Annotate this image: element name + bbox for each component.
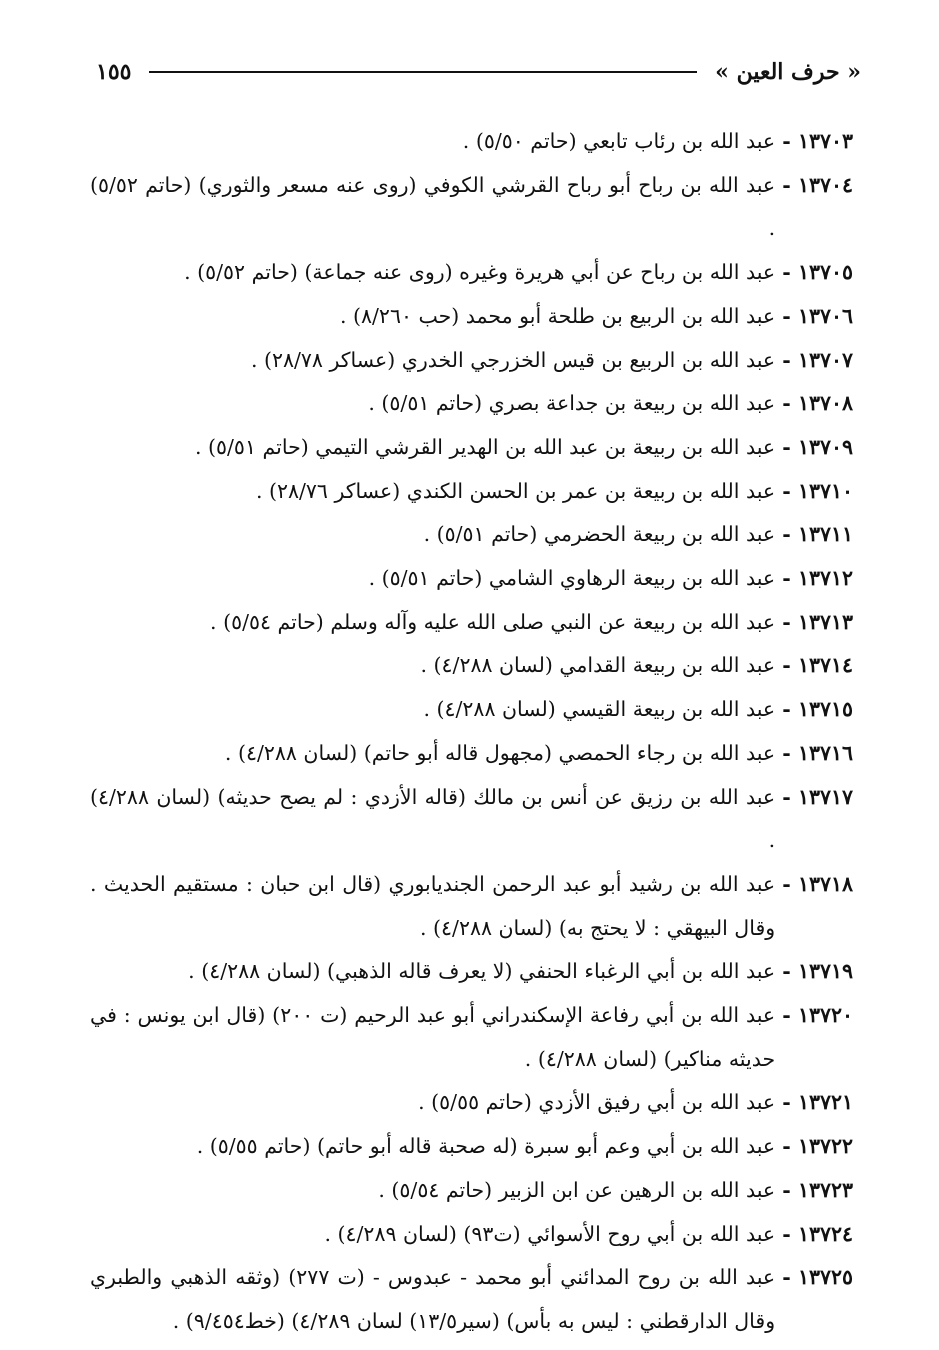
entry-dash: - [775,1003,798,1028]
entry-row [90,1256,853,1343]
chapter-title: « حرف العين » [715,59,861,85]
entry-number: ١٣٧١٤ [797,653,853,678]
entry-text: عبد الله بن رباح عن أبي هريرة وغيره (روى عنه جماعة) (حاتم ٥/٥٢) . [184,260,776,285]
entry-text: عبد الله بن ربيعة بن عبد الله بن الهدير القرشي التيمي (حاتم ٥/٥١) . [194,434,776,459]
entry-dash: - [775,391,798,416]
entry-row [90,601,853,645]
entry-row [90,295,853,339]
entry-number: ١٣٧٢٢ [797,1134,853,1159]
header-rule [149,71,697,73]
entry-row [90,1081,853,1125]
entry-number: ١٣٧١٩ [797,959,853,984]
entry-text: عبد الله بن الرهين عن ابن الزبير (حاتم ٥/٥٤) . [378,1177,776,1202]
entry-dash: - [775,653,798,678]
entry-row [90,470,853,514]
entry-row [90,776,853,863]
entry-text: عبد الله بن ربيعة عن النبي صلى الله عليه وآله وسلم (حاتم ٥/٥٤) . [210,609,776,634]
entry-text: عبد الله بن أبي رفيق الأزدي (حاتم ٥/٥٥) . [418,1090,776,1115]
entry-text: عبد الله بن ربيعة الحضرمي (حاتم ٥/٥١) . [423,522,776,547]
entry-text: عبد الله بن أبي وعم أبو سبرة (له صحبة قاله أبو حاتم) (حاتم ٥/٥٥) . [196,1134,776,1159]
entry-row [90,688,853,732]
entry-row [90,994,853,1081]
entry-number: ١٣٧٠٥ [797,260,853,285]
entry-text: عبد الله بن الربيع بن طلحة أبو محمد (حب ٨/٢٦٠) . [339,303,776,328]
entry-row [90,120,853,164]
entry-number: ١٣٧١٠ [797,478,853,503]
entry-dash: - [775,522,798,547]
entry-text: عبد الله بن أبي الرغباء الحنفي (لا يعرف قاله الذهبي) (لسان ٤/٢٨٨) . [188,959,776,984]
entry-text: عبد الله بن ربيعة القيسي (لسان ٤/٢٨٨) . [423,697,776,722]
entry-text: عبد الله بن رجاء الحمصي (مجهول قاله أبو حاتم) (لسان ٤/٢٨٨) . [224,740,776,765]
entry-number: ١٣٧١٧ [797,784,853,809]
entry-dash: - [775,260,798,285]
entry-row [90,1125,853,1169]
entry-dash: - [775,434,798,459]
entry-dash: - [775,303,798,328]
entry-text: عبد الله بن ربيعة بن جداعة بصري (حاتم ٥/٥١) . [368,391,776,416]
entry-text: عبد الله بن أبي روح الأسوائي (ت٩٣) (لسان ٤/٢٨٩) . [324,1221,776,1246]
entry-row [90,863,853,950]
entry-dash: - [775,609,798,634]
entry-dash: - [775,1134,798,1159]
entry-number: ١٣٧١٥ [797,697,853,722]
entry-dash: - [775,784,798,809]
entry-dash: - [775,129,798,153]
entry-number: ١٣٧٠٦ [797,303,853,328]
entry-row [90,382,853,426]
entry-number: ١٣٧١٣ [797,609,853,634]
entry-row [90,557,853,601]
entry-dash: - [775,740,798,765]
entry-number: ١٣٧٠٣ [797,129,853,153]
entry-text: عبد الله بن ربيعة القدامي (لسان ٤/٢٨٨) . [420,653,776,678]
entry-text: عبد الله بن رباح أبو رباح القرشي الكوفي (روى عنه مسعر والثوري) (حاتم ٥/٥٢) . [90,172,776,241]
entry-dash: - [775,1090,798,1115]
entry-dash: - [775,697,798,722]
entry-text: عبد الله بن ربيعة الرهاوي الشامي (حاتم ٥/٥١) . [368,566,776,591]
entry-text: عبد الله بن رئاب تابعي (حاتم ٥/٥٠) . [462,129,776,153]
entry-dash: - [775,347,798,372]
entry-dash: - [775,1265,798,1290]
entry-row [90,426,853,470]
entry-row [90,644,853,688]
entry-row [90,513,853,557]
entry-number: ١٣٧١٦ [797,740,853,765]
entry-row [90,339,853,383]
entry-row [90,251,853,295]
entry-number: ١٣٧٢١ [797,1090,853,1115]
entry-number: ١٣٧١٨ [797,871,853,896]
entry-number: ١٣٧٢٥ [797,1265,853,1290]
page-header [96,52,861,92]
entry-number: ١٣٧٢٤ [797,1221,853,1246]
entry-dash: - [775,1177,798,1202]
entry-text: عبد الله بن روح المدائني أبو محمد - عبدوس - (ت ٢٧٧) (وثقه الذهبي والطبري وقال الدارقطني : ليس به بأس) (سير١٣/٥) لسان ٤/٢٨٩) (خط٩/٤٥٤) . [90,1265,776,1333]
entry-number: ١٣٧٠٩ [797,434,853,459]
entry-dash: - [775,478,798,503]
entry-row [90,164,853,251]
entry-text: عبد الله بن رزيق عن أنس بن مالك (قاله الأزدي : لم يصح حديثه) (لسان ٤/٢٨٨) . [90,784,776,853]
page-number: ١٥٥ [96,59,132,85]
entry-number: ١٣٧٠٤ [797,172,853,197]
entry-row [90,1169,853,1213]
entry-text: عبد الله بن ربيعة بن عمر بن الحسن الكندي (عساكر ٢٨/٧٦) . [255,478,776,503]
entry-number: ١٣٧٢٣ [797,1177,853,1202]
entry-dash: - [775,871,798,896]
entry-number: ١٣٧١١ [797,522,853,547]
entry-dash: - [775,566,798,591]
entry-text: عبد الله بن رشيد أبو عبد الرحمن الجنديابوري (قال ابن حبان : مستقيم الحديث . وقال البيهقي : لا يحتج به) (لسان ٤/٢٨٨) . [90,871,776,940]
entry-dash: - [775,1221,798,1246]
entry-number: ١٣٧١٢ [797,566,853,591]
entry-dash: - [775,172,798,197]
entry-list [90,120,853,1344]
entry-number: ١٣٧٢٠ [797,1003,853,1028]
entry-row [90,1213,853,1257]
entry-text: عبد الله بن الربيع بن قيس الخزرجي الخدري (عساكر ٢٨/٧٨) . [250,347,776,372]
entry-number: ١٣٧٠٨ [797,391,853,416]
entry-number: ١٣٧٠٧ [797,347,853,372]
entry-row [90,950,853,994]
entry-dash: - [775,959,798,984]
entry-text: عبد الله بن أبي رفاعة الإسكندراني أبو عبد الرحيم (ت ٢٠٠) (قال ابن يونس : في حديثه مناكير) (لسان ٤/٢٨٨) . [90,1003,776,1071]
entry-row [90,732,853,776]
